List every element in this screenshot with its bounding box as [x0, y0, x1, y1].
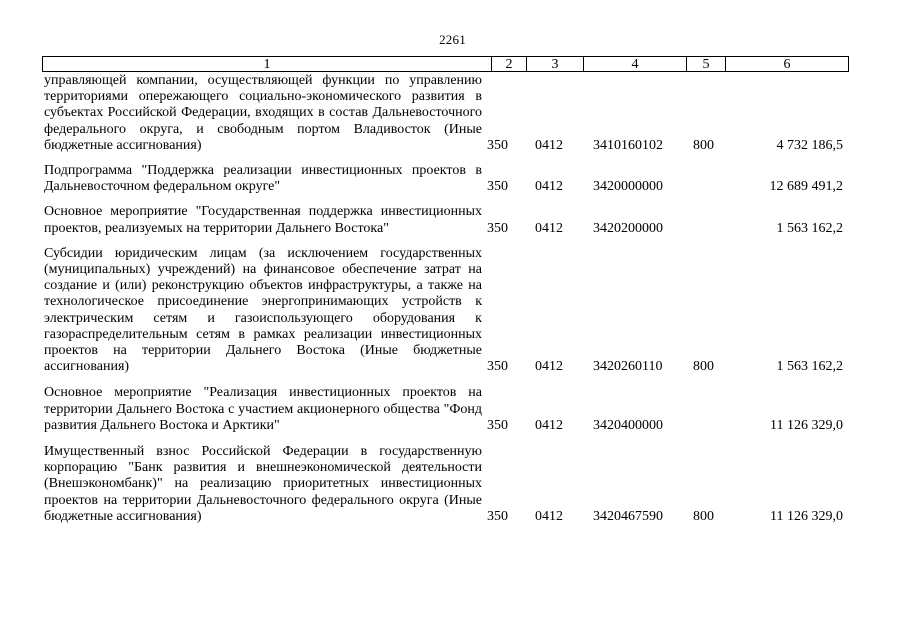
row-ministry-code: 350: [487, 359, 508, 375]
row-section-code: 0412: [535, 508, 563, 524]
table-row: [44, 385, 864, 434]
row-description: Основное мероприятие "Государственная поддержка инвестиционных проектов, реализуемых на территории Дальнего Востока": [44, 204, 482, 236]
row-amount: 11 126 329,0: [770, 417, 843, 433]
row-amount: 1 563 162,2: [776, 359, 843, 375]
column-header-4: 4: [583, 56, 686, 72]
row-amount: 4 732 186,5: [776, 137, 843, 153]
column-header-5: 5: [686, 56, 725, 72]
table-header: [42, 56, 849, 72]
row-description: Основное мероприятие "Реализация инвестиционных проектов на территории Дальнего Востока с участием акционерного общества "Фонд развития Дальнего Востока и Арктики": [44, 385, 482, 433]
row-description: Субсидии юридическим лицам (за исключением государственных (муниципальных) учреждений) на финансовое обеспечение затрат на создание и (или) реконструкцию объектов инфраструктуры, а также на технологическое присоединение энергопринимающих устройств к электрическим сетям и газоиспользующего оборудования к газораспределительным сетям в рамках реализации инвестиционных проектов на территории Дальнего Востока (Иные бюджетные ассигнования): [44, 245, 482, 375]
table-body: [44, 72, 864, 525]
row-description: Подпрограмма "Поддержка реализации инвестиционных проектов в Дальневосточном федеральном округе": [44, 163, 482, 195]
row-section-code: 0412: [535, 220, 563, 236]
column-header-2: 2: [491, 56, 526, 72]
row-amount: 1 563 162,2: [776, 220, 843, 236]
row-ministry-code: 350: [487, 417, 508, 433]
row-description: Имущественный взнос Российской Федерации в государственную корпорацию "Банк развития и внешнеэкономической деятельности (Внешэкономбанк)" на реализацию приоритетных инвестиционных проектов на территории Дальневосточного федерального округа (Иные бюджетные ассигнования): [44, 444, 482, 524]
row-expense-kind: 800: [693, 508, 714, 524]
table-row: [44, 246, 864, 376]
row-target-code: 3420260110: [593, 359, 663, 375]
row-section-code: 0412: [535, 417, 563, 433]
table-row: [44, 204, 864, 236]
row-description: управляющей компании, осуществляющей функции по управлению территориями опережающего социально-экономического развития в субъектах Российской Федерации, входящих в состав Дальневосточного федерального округа, и свободным портом Владивосток (Иные бюджетные ассигнования): [44, 73, 482, 153]
row-amount: 11 126 329,0: [770, 508, 843, 524]
row-target-code: 3420000000: [593, 179, 663, 195]
table-row: [44, 444, 864, 525]
column-header-6: 6: [725, 56, 849, 72]
column-header-1: 1: [42, 56, 491, 72]
table-row: [44, 163, 864, 195]
row-ministry-code: 350: [487, 508, 508, 524]
row-section-code: 0412: [535, 137, 563, 153]
row-target-code: 3420200000: [593, 220, 663, 236]
row-section-code: 0412: [535, 179, 563, 195]
row-ministry-code: 350: [487, 137, 508, 153]
row-section-code: 0412: [535, 359, 563, 375]
page-number: 2261: [439, 32, 466, 47]
row-ministry-code: 350: [487, 179, 508, 195]
row-expense-kind: 800: [693, 137, 714, 153]
row-target-code: 3410160102: [593, 137, 663, 153]
table-row: [44, 73, 864, 154]
row-ministry-code: 350: [487, 220, 508, 236]
row-amount: 12 689 491,2: [769, 179, 843, 195]
row-target-code: 3420400000: [593, 417, 663, 433]
column-header-3: 3: [526, 56, 583, 72]
row-expense-kind: 800: [693, 359, 714, 375]
row-target-code: 3420467590: [593, 508, 663, 524]
